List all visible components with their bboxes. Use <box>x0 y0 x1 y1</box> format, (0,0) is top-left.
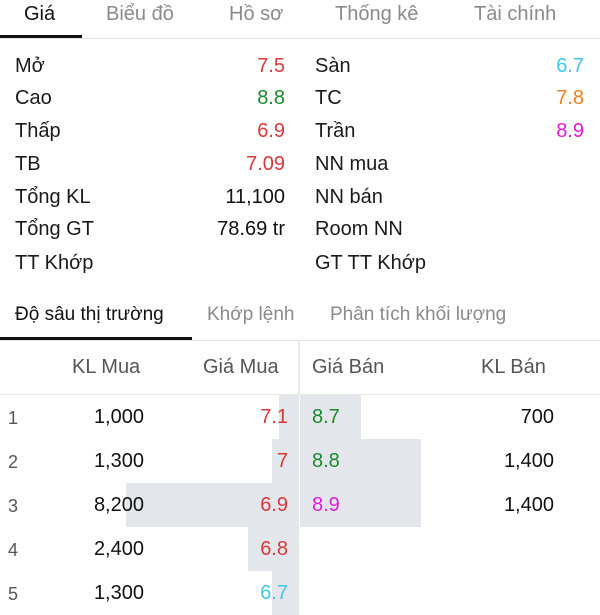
bid-price: 6.9 <box>260 494 288 516</box>
stat-label-san: Sàn <box>315 55 351 77</box>
stat-value-cao: 8.8 <box>257 87 285 109</box>
bid-price: 7.1 <box>260 406 288 428</box>
header-gia-ban: Giá Bán <box>312 356 385 378</box>
tab-khop-lenh[interactable]: Khớp lệnh <box>207 304 295 325</box>
stat-label-tt-khop: TT Khớp <box>15 252 94 274</box>
row-index: 3 <box>8 496 19 516</box>
tab-gia[interactable]: Giá <box>24 3 56 25</box>
bid-volume: 1,300 <box>93 450 144 472</box>
row-index: 5 <box>8 584 19 604</box>
stat-value-thap: 6.9 <box>257 120 285 142</box>
orderbook-header <box>0 342 600 395</box>
ask-price: 8.8 <box>312 450 340 472</box>
header-kl-mua: KL Mua <box>72 356 141 378</box>
orderbook-row[interactable] <box>0 483 600 527</box>
stat-label-tb: TB <box>15 153 41 175</box>
bid-price: 7 <box>276 450 288 472</box>
ask-price: 8.7 <box>312 406 340 428</box>
tab-tai-chinh[interactable]: Tài chính <box>474 3 557 25</box>
bid-price: 6.7 <box>260 582 288 604</box>
bid-volume: 1,300 <box>93 582 144 604</box>
stat-value-tran: 8.9 <box>556 120 584 142</box>
bid-volume: 1,000 <box>93 406 144 428</box>
stat-label-cao: Cao <box>15 87 52 109</box>
tab-bieu-do[interactable]: Biểu đồ <box>106 3 174 25</box>
bid-volume: 8,200 <box>93 494 144 516</box>
orderbook-row[interactable] <box>0 395 600 439</box>
stat-value-tong-gt: 78.69 tr <box>217 218 285 240</box>
stat-value-tc: 7.8 <box>556 87 584 109</box>
orderbook-row[interactable] <box>0 527 600 571</box>
stat-label-tc: TC <box>315 87 342 109</box>
depth-tab-bar <box>0 292 600 341</box>
stat-label-tong-kl: Tổng KL <box>15 186 91 208</box>
active-tab-indicator <box>0 35 82 38</box>
column-divider <box>298 342 300 394</box>
stat-label-mo: Mở <box>15 55 45 77</box>
stat-value-mo: 7.5 <box>257 55 285 77</box>
tab-ho-so[interactable]: Hồ sơ <box>229 3 284 25</box>
stat-label-thap: Thấp <box>15 120 61 142</box>
header-kl-ban: KL Bán <box>481 356 546 378</box>
stat-label-tong-gt: Tổng GT <box>15 218 94 240</box>
ask-price: 8.9 <box>312 494 340 516</box>
ask-volume: 1,400 <box>503 450 554 472</box>
row-index: 4 <box>8 540 19 560</box>
top-tab-bar <box>0 0 600 39</box>
stat-value-tb: 7.09 <box>246 153 285 175</box>
header-gia-mua: Giá Mua <box>203 356 279 378</box>
stat-value-san: 6.7 <box>556 55 584 77</box>
ask-volume: 1,400 <box>503 494 554 516</box>
stat-value-tong-kl: 11,100 <box>225 186 285 208</box>
row-index: 1 <box>8 408 19 428</box>
tab-thong-ke[interactable]: Thống kê <box>335 3 419 25</box>
stat-label-nn-mua: NN mua <box>315 153 389 175</box>
stat-label-gt-tt-khop: GT TT Khớp <box>315 252 426 274</box>
bid-volume: 2,400 <box>93 538 144 560</box>
stat-label-nn-ban: NN bán <box>315 186 383 208</box>
stat-label-room-nn: Room NN <box>315 218 403 240</box>
active-subtab-indicator <box>0 337 192 340</box>
orderbook-row[interactable] <box>0 571 600 615</box>
stat-label-tran: Trần <box>315 120 356 142</box>
orderbook-row[interactable] <box>0 439 600 483</box>
bid-price: 6.8 <box>260 538 288 560</box>
ask-volume: 700 <box>520 406 554 428</box>
tab-do-sau-thi-truong[interactable]: Độ sâu thị trường <box>15 304 164 325</box>
tab-phan-tich-khoi-luong[interactable]: Phân tích khối lượng <box>330 304 507 325</box>
row-index: 2 <box>8 452 19 472</box>
